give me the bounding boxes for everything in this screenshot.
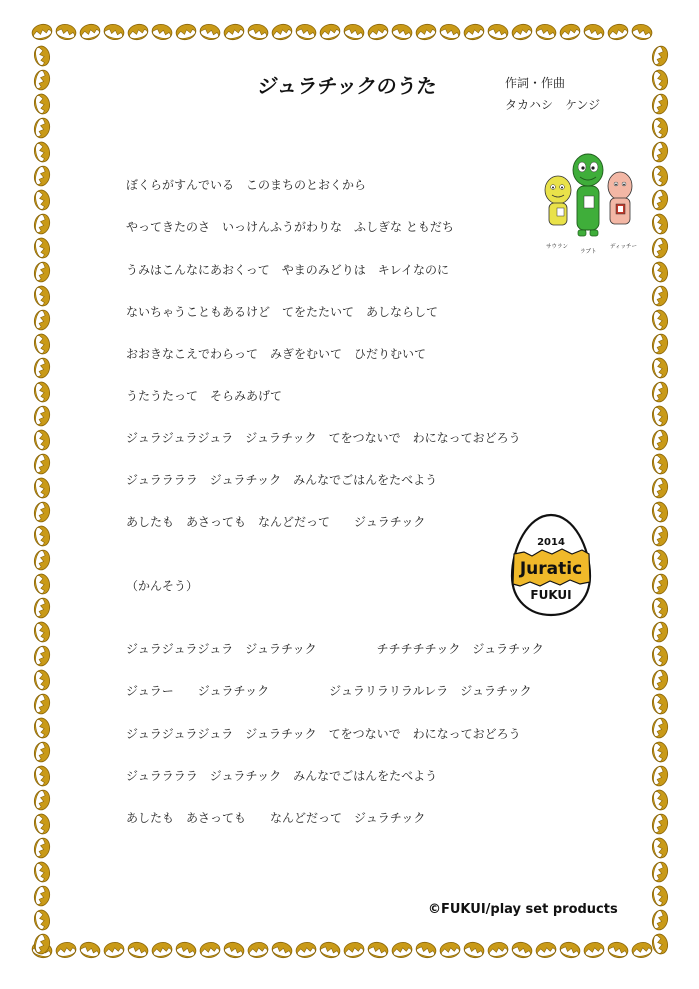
border-egg <box>151 941 173 959</box>
lyric-line: ジュララララ ジュラチック みんなでごはんをたべよう <box>126 769 438 783</box>
border-egg <box>414 940 437 959</box>
border-egg <box>151 23 174 42</box>
border-egg <box>439 23 462 42</box>
border-egg <box>535 941 557 959</box>
logo-word: Juratic <box>519 559 583 579</box>
border-egg <box>650 44 669 67</box>
border-egg <box>32 500 51 523</box>
border-egg <box>343 941 365 959</box>
border-egg <box>33 813 52 836</box>
logo-place: FUKUI <box>530 588 572 602</box>
border-egg <box>32 116 51 139</box>
border-egg <box>651 453 670 476</box>
dinosaur-characters-illustration <box>540 150 640 260</box>
border-egg <box>650 620 669 643</box>
border-egg <box>487 941 509 959</box>
border-egg <box>270 22 293 41</box>
border-egg <box>651 69 670 92</box>
border-egg <box>651 837 670 860</box>
border-egg <box>222 940 245 959</box>
border-egg <box>199 941 221 959</box>
rapto-character <box>573 154 603 236</box>
border-egg <box>126 22 149 41</box>
border-egg <box>32 452 51 475</box>
border-egg <box>650 716 669 739</box>
sauran-character <box>545 176 571 225</box>
border-egg <box>487 23 510 42</box>
border-egg <box>650 92 669 115</box>
border-egg <box>650 284 669 307</box>
border-egg <box>651 501 670 524</box>
border-egg <box>510 22 533 41</box>
juratic-fukui-egg-logo <box>508 512 594 618</box>
lyric-line: ジュラジュラジュラ ジュラチック てをつないで わになっておどろう <box>126 727 521 741</box>
border-egg <box>651 117 670 140</box>
border-egg <box>32 548 51 571</box>
border-egg <box>343 23 366 42</box>
border-egg <box>32 740 51 763</box>
border-egg <box>391 23 414 42</box>
border-egg <box>222 22 245 41</box>
border-egg <box>650 140 669 163</box>
border-egg <box>510 940 533 959</box>
border-egg <box>32 68 51 91</box>
border-egg <box>650 428 669 451</box>
logo-year: 2014 <box>537 537 565 548</box>
lyric-line: あしたも あさっても なんどだって ジュラチック <box>126 515 426 529</box>
border-egg <box>32 260 51 283</box>
border-egg <box>174 22 197 41</box>
border-egg <box>33 285 52 308</box>
border-egg <box>535 23 558 42</box>
border-egg <box>651 309 670 332</box>
border-egg <box>558 22 581 41</box>
border-egg <box>32 212 51 235</box>
border-egg <box>650 188 669 211</box>
border-egg <box>33 381 52 404</box>
lyric-line: ジュラジュラジュラ ジュラチック チチチチチック ジュラチック <box>126 642 544 656</box>
border-egg <box>295 941 317 959</box>
lyric-line: ないちゃうこともあるけど てをたたいて あしならして <box>126 305 439 319</box>
border-egg <box>651 933 670 956</box>
border-egg <box>32 884 51 907</box>
border-egg <box>33 429 52 452</box>
border-egg <box>651 885 670 908</box>
border-egg <box>650 572 669 595</box>
border-egg <box>33 525 52 548</box>
border-egg <box>32 356 51 379</box>
song-title: ジュラチックのうた <box>256 74 439 98</box>
border-egg <box>33 477 52 500</box>
border-egg <box>33 765 52 788</box>
border-egg <box>318 940 341 959</box>
border-egg <box>651 549 670 572</box>
lyric-line: ジュララララ ジュラチック みんなでごはんをたべよう <box>126 473 438 487</box>
border-egg <box>650 332 669 355</box>
border-egg <box>32 404 51 427</box>
border-egg <box>651 693 670 716</box>
border-egg <box>606 940 629 959</box>
border-egg <box>650 860 669 883</box>
border-egg <box>631 941 653 959</box>
border-egg <box>55 941 77 959</box>
border-egg <box>30 22 53 41</box>
border-egg <box>33 621 52 644</box>
border-egg <box>391 941 413 959</box>
border-egg <box>295 23 318 42</box>
border-egg <box>651 405 670 428</box>
lyric-line: ジュラジュラジュラ ジュラチック てをつないで わになっておどろう <box>126 431 521 445</box>
border-egg <box>650 908 669 931</box>
copyright-notice: ©FUKUI/play set products <box>428 902 618 917</box>
border-egg <box>103 23 126 42</box>
border-egg <box>32 308 51 331</box>
border-egg <box>33 93 52 116</box>
border-egg <box>55 23 78 42</box>
character-name-sauran: サウラン <box>546 244 569 250</box>
border-egg <box>32 164 51 187</box>
border-egg <box>33 237 52 260</box>
character-name-rapto: ラプト <box>580 249 597 255</box>
border-egg <box>318 22 341 41</box>
border-egg <box>651 165 670 188</box>
border-egg <box>270 940 293 959</box>
border-egg <box>33 717 52 740</box>
lyric-line: やってきたのさ いっけんふうがわりな ふしぎな ともだち <box>126 220 454 234</box>
border-egg <box>583 941 605 959</box>
border-egg <box>650 476 669 499</box>
border-egg <box>650 524 669 547</box>
border-egg <box>651 357 670 380</box>
border-egg <box>199 23 222 42</box>
border-egg <box>33 189 52 212</box>
border-egg <box>33 909 52 932</box>
lyric-line: あしたも あさっても なんどだって ジュラチック <box>126 811 426 825</box>
border-egg <box>462 22 485 41</box>
border-egg <box>650 764 669 787</box>
border-egg <box>247 941 269 959</box>
credit-name: タカハシ ケンジ <box>505 98 601 112</box>
border-egg <box>651 597 670 620</box>
ditchi-character <box>608 172 632 224</box>
border-egg <box>103 941 125 959</box>
border-egg <box>32 788 51 811</box>
border-egg <box>366 22 389 41</box>
lyric-line: うみはこんなにあおくって やまのみどりは キレイなのに <box>126 263 450 277</box>
border-egg <box>651 741 670 764</box>
border-egg <box>651 645 670 668</box>
border-egg <box>606 22 629 41</box>
credit-role: 作詞・作曲 <box>505 76 566 90</box>
character-name-ditchi: ディッチー <box>610 244 638 250</box>
border-egg <box>32 836 51 859</box>
lyric-line: うたうたって そらみあげて <box>126 389 283 403</box>
border-egg <box>126 940 149 959</box>
border-egg <box>174 940 197 959</box>
border-egg <box>78 940 101 959</box>
border-egg <box>651 261 670 284</box>
border-egg <box>33 861 52 884</box>
border-egg <box>651 789 670 812</box>
border-egg <box>558 940 581 959</box>
border-egg <box>78 22 101 41</box>
border-egg <box>650 380 669 403</box>
border-egg <box>414 22 437 41</box>
border-egg <box>33 669 52 692</box>
border-egg <box>650 812 669 835</box>
lyric-line-interlude: （かんそう） <box>126 579 199 593</box>
border-egg <box>33 141 52 164</box>
border-egg <box>650 236 669 259</box>
border-egg <box>247 23 270 42</box>
border-egg <box>33 45 52 68</box>
border-egg <box>631 23 654 42</box>
border-egg <box>32 644 51 667</box>
border-egg <box>32 692 51 715</box>
border-egg <box>366 940 389 959</box>
border-egg <box>462 940 485 959</box>
border-egg <box>32 596 51 619</box>
lyric-line: おおきなこえでわらって みぎをむいて ひだりむいて <box>126 347 427 361</box>
border-egg <box>33 333 52 356</box>
border-egg <box>651 213 670 236</box>
lyric-line: ジュラー ジュラチック ジュラリラリラルレラ ジュラチック <box>126 684 532 698</box>
border-egg <box>583 23 606 42</box>
border-egg <box>33 573 52 596</box>
border-egg <box>650 668 669 691</box>
border-egg <box>439 941 461 959</box>
lyric-line: ぼくらがすんでいる このまちのとおくから <box>126 178 367 192</box>
